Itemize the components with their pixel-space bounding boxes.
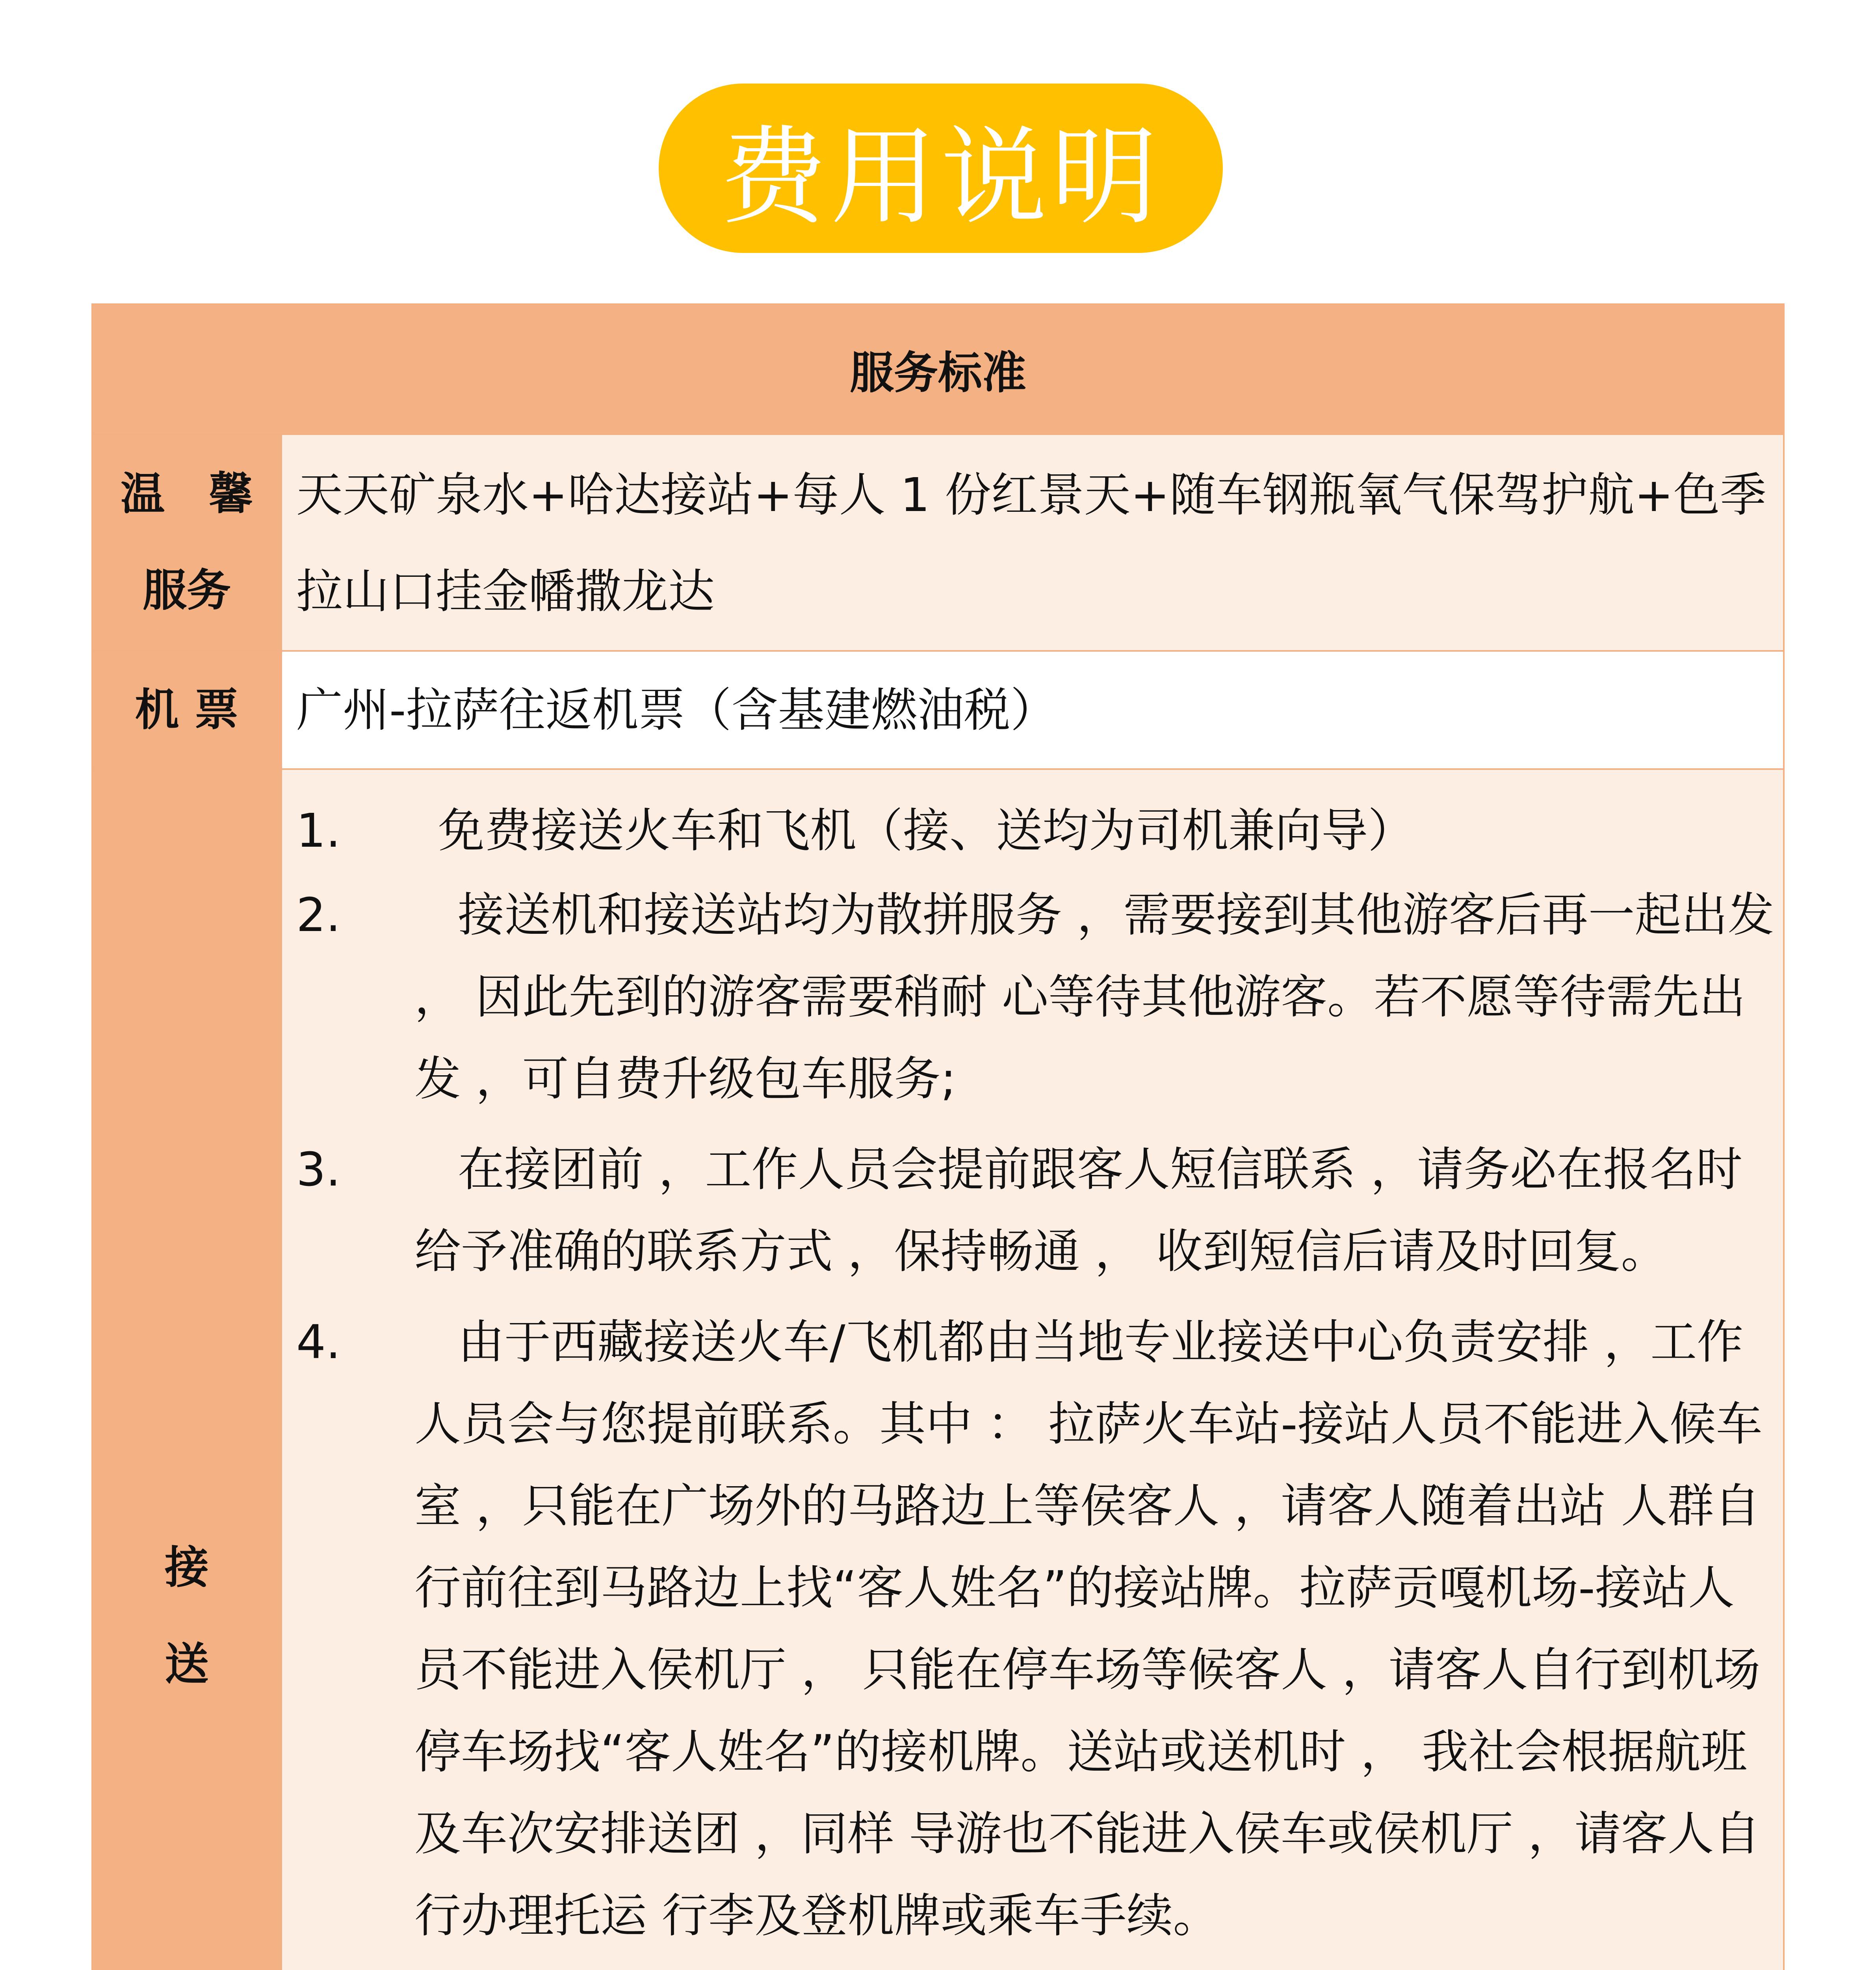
list-item-text: 接送机和接送站均为散拼服务 ，需要接到其他游客后再一起出发 ， 因此先到的游客需要稍耐 心等待其他游客。若不愿等待需先出发 ，可自费升级包车服务; <box>414 888 1774 1106</box>
list-item-number: 3. <box>296 1142 341 1197</box>
label-line: 服务 <box>143 565 231 616</box>
list-item <box>296 1128 1779 1292</box>
list-item-text: 由于西藏接送火车/飞机都由当地专业接送中心负责安排 ，工作人员会与您提前联系。其中 ： 拉萨火车站-接站人员不能进入候车室 ，只能在广场外的马路边上等侯客人 ，请客人随着出站 人群自行前往到马路边上找“客人姓名”的接站牌。拉萨贡嘎机场-接站人员不能进入侯机厅 ， 只能在停车场等候客人 ，请客人自行到机场停车场找“客人姓名”的接机牌。送站或送机时 ， 我社会根据航班及车次安排送团 ，同样 导游也不能进入侯车或侯机厅 ，请客人自行办理托运 行李及登机牌或乘车手续。 <box>414 1315 1763 1943</box>
list-item <box>296 790 1779 872</box>
row-transfer <box>93 770 1783 1970</box>
list-item-number <box>296 1965 341 1970</box>
table-header-text: 服务标准 <box>850 347 1026 399</box>
list-item-text: 在接团前 ，工作人员会提前跟客人短信联系 ，请务必在报名时给予准确的联系方式 ，保持畅通 ， 收到短信后请及时回复。 <box>414 1142 1743 1279</box>
row-label-warm-service <box>93 435 282 650</box>
list-item <box>296 1965 1779 1970</box>
list-item <box>296 1301 1779 1957</box>
fee-table <box>91 303 1785 1970</box>
row-label-air-ticket <box>93 652 282 768</box>
row-content-air-ticket <box>282 652 1783 768</box>
list-item-number: 4. <box>296 1315 341 1369</box>
label-line: 机 票 <box>135 684 239 736</box>
list-item-text: 免费接送火车和飞机（接、送均为司机兼向导） <box>438 803 1415 858</box>
row-air-ticket <box>93 652 1783 770</box>
list-item-number: 1. <box>296 803 341 858</box>
label-line: 温 馨 <box>121 468 253 520</box>
table-header <box>93 305 1783 435</box>
row-content-warm-service <box>282 435 1783 650</box>
list-item-text <box>414 1965 1779 1970</box>
title-banner <box>659 84 1223 253</box>
page-title: 费用说明 <box>720 115 1161 239</box>
row-label-transfer <box>93 770 282 1970</box>
label-line: 接 <box>165 1542 209 1593</box>
air-ticket-text: 广州-拉萨往返机票（含基建燃油税） <box>296 683 1057 737</box>
label-line: 送 <box>165 1639 209 1690</box>
row-warm-service <box>93 435 1783 652</box>
list-item <box>296 874 1779 1120</box>
row-content-transfer <box>282 770 1783 1970</box>
warm-service-text: 天天矿泉水+哈达接站+每人 1 份红景天+随车钢瓶氧气保驾护航+色季拉山口挂金幡撒龙达 <box>296 468 1766 619</box>
list-item-number: 2. <box>296 888 341 942</box>
